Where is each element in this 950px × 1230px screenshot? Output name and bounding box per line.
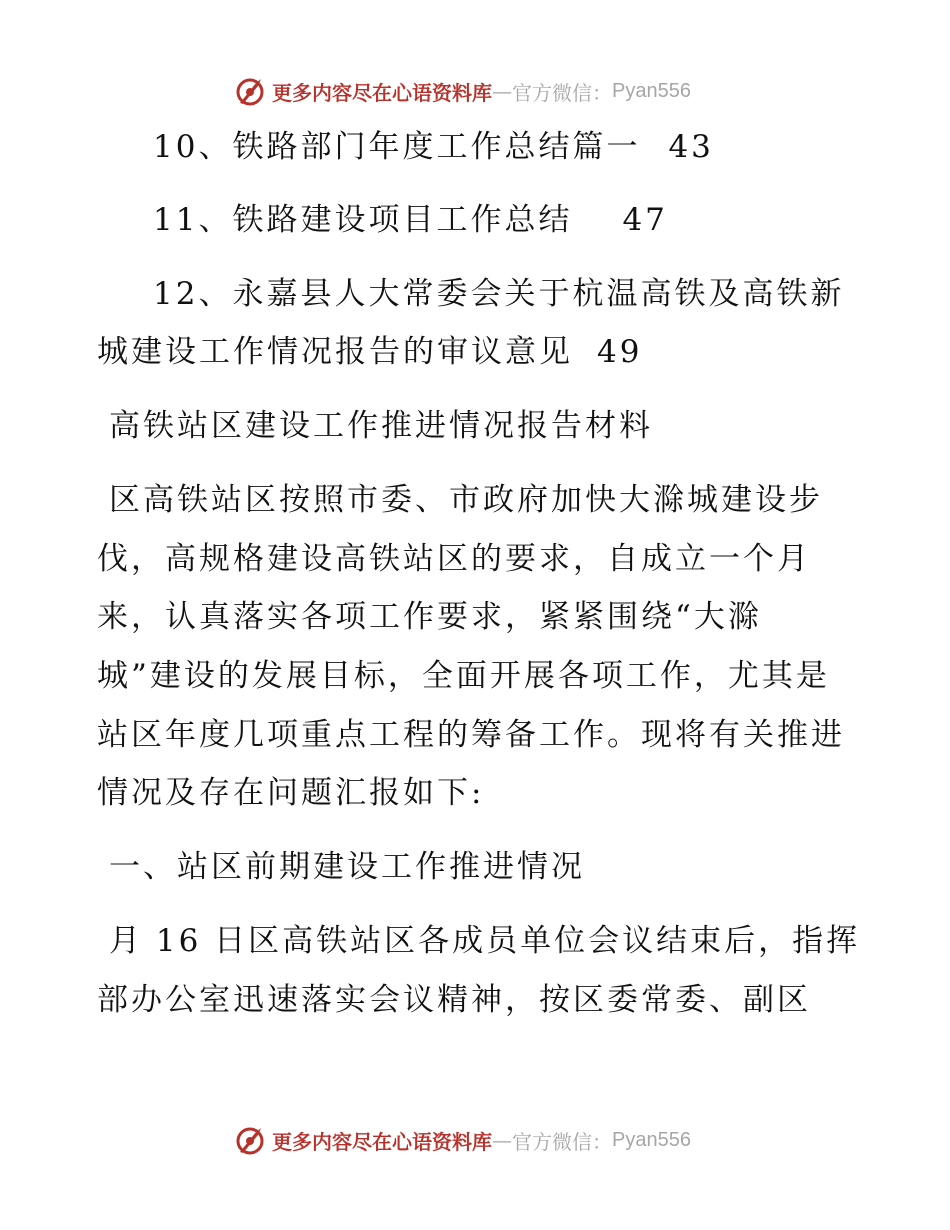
toc-entry-10 bbox=[153, 127, 714, 167]
paragraph-line: 区高铁站区按照市委、市政府加快大滁城建设步 bbox=[109, 482, 823, 518]
toc-entry-title-cont: 城建设工作情况报告的审议意见 bbox=[97, 334, 573, 370]
paragraph-line: 站区年度几项重点工程的筹备工作。现将有关推进 bbox=[97, 717, 845, 753]
paragraph-line: 伐，高规格建设高铁站区的要求，自成立一个月 bbox=[97, 541, 811, 577]
footer-watermark bbox=[234, 1123, 691, 1157]
section-heading: 一、站区前期建设工作推进情况 bbox=[109, 849, 585, 885]
watermark-separator: — bbox=[492, 1128, 512, 1152]
watermark-wechat-id: Pyan556 bbox=[612, 1128, 691, 1151]
toc-entry-title: 11、铁路建设项目工作总结 bbox=[153, 202, 573, 238]
paragraph-line: 来，认真落实各项工作要求，紧紧围绕“大滁 bbox=[97, 599, 762, 635]
toc-entry-page: 49 bbox=[597, 334, 643, 370]
toc-entry-title: 10、铁路部门年度工作总结篇一 bbox=[153, 129, 641, 165]
document-title: 高铁站区建设工作推进情况报告材料 bbox=[109, 408, 653, 444]
paragraph-line: 部办公室迅速落实会议精神，按区委常委、副区 bbox=[97, 982, 811, 1018]
watermark-separator: — bbox=[492, 79, 512, 103]
toc-entry-page: 43 bbox=[668, 129, 714, 165]
toc-entry-page: 47 bbox=[622, 202, 668, 238]
paragraph-line: 情况及存在问题汇报如下: bbox=[97, 775, 485, 811]
watermark-main-text: 更多内容尽在心语资料库 bbox=[272, 80, 492, 105]
toc-entry-12-continued bbox=[97, 332, 642, 372]
toc-entry-11 bbox=[153, 200, 668, 240]
brush-logo-icon bbox=[234, 75, 266, 107]
watermark-main-text: 更多内容尽在心语资料库 bbox=[272, 1129, 492, 1154]
paragraph-line: 城”建设的发展目标，全面开展各项工作，尤其是 bbox=[97, 658, 830, 694]
watermark-label: 官方微信： bbox=[512, 1129, 612, 1154]
brush-logo-icon bbox=[234, 1124, 266, 1156]
toc-entry-12 bbox=[153, 274, 844, 314]
header-watermark bbox=[234, 74, 691, 108]
paragraph-line: 月 16 日区高铁站区各成员单位会议结束后，指挥 bbox=[109, 923, 861, 959]
watermark-label: 官方微信： bbox=[512, 80, 612, 105]
watermark-wechat-id: Pyan556 bbox=[612, 79, 691, 102]
toc-entry-title: 12、永嘉县人大常委会关于杭温高铁及高铁新 bbox=[153, 276, 845, 312]
